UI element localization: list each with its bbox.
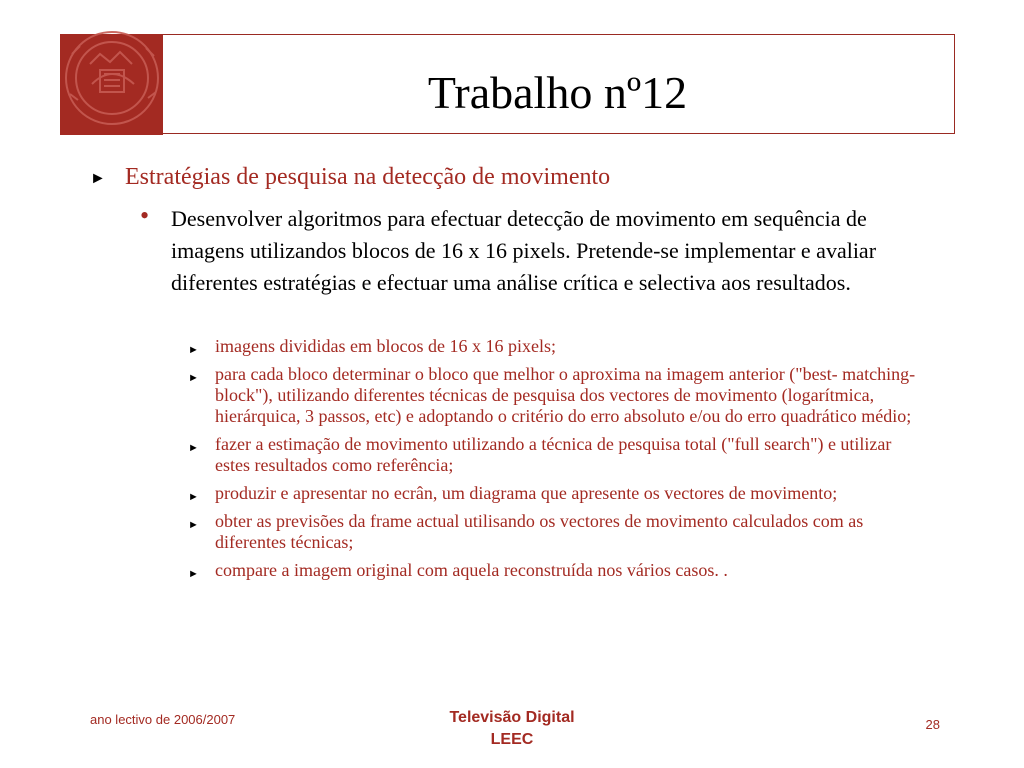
dot-bullet-icon: • — [140, 201, 150, 230]
footer-course-code: LEEC — [490, 731, 534, 748]
title-box — [161, 34, 955, 134]
triangle-bullet-icon: ► — [188, 442, 199, 454]
bullet-level-2-text: Desenvolver algoritmos para efectuar detecção de movimento em sequência de imagens utilizandos blocos de 16 x 16 pixels. Pretende-se implementar e avaliar diferentes estratégias e efectuar uma análise crítica e selectiva aos resultados. — [171, 206, 877, 295]
footer-academic-year: ano lectivo de 2006/2007 — [90, 712, 236, 727]
footer-course — [412, 707, 612, 751]
list-item — [188, 483, 928, 504]
list-item — [188, 434, 928, 476]
triangle-bullet-icon: ► — [188, 568, 199, 580]
triangle-bullet-icon: ► — [188, 344, 199, 356]
list-item-text: obter as previsões da frame actual utilisando os vectores de movimento calculados com as diferentes técnicas; — [215, 511, 864, 552]
list-item-text: compare a imagem original com aquela reconstruída nos vários casos. . — [215, 560, 728, 580]
triangle-bullet-icon: ► — [188, 519, 199, 531]
list-item-text: para cada bloco determinar o bloco que melhor o aproxima na imagem anterior ("best- matching-block"), utilizando diferentes técnicas de pesquisa dos vectores de movimento (logarítmica, hierárquica, 3 passos, etc) e adoptando o critério do erro absoluto e/ou do erro quadrático médio; — [215, 364, 916, 426]
list-item — [188, 560, 928, 581]
triangle-bullet-icon: ► — [188, 491, 199, 503]
university-seal-icon — [60, 34, 163, 135]
sub-bullet-list — [188, 336, 928, 588]
list-item-text: imagens divididas em blocos de 16 x 16 pixels; — [215, 336, 556, 356]
bullet-level-1-text: Estratégias de pesquisa na detecção de movimento — [125, 164, 611, 190]
slide-title: Trabalho nº12 — [427, 67, 688, 118]
list-item-text: fazer a estimação de movimento utilizando a técnica de pesquisa total ("full search") e utilizar estes resultados como referência; — [215, 434, 892, 475]
triangle-bullet-icon: ► — [90, 170, 106, 187]
list-item — [188, 336, 928, 357]
logo-text: FEUP — [62, 130, 145, 165]
feup-logo — [60, 34, 163, 165]
footer-course-title: Televisão Digital — [449, 709, 575, 726]
list-item-text: produzir e apresentar no ecrân, um diagrama que apresente os vectores de movimento; — [215, 483, 838, 503]
triangle-bullet-icon: ► — [188, 372, 199, 384]
list-item — [188, 364, 928, 427]
list-item — [188, 511, 928, 553]
page-number: 28 — [925, 717, 940, 732]
